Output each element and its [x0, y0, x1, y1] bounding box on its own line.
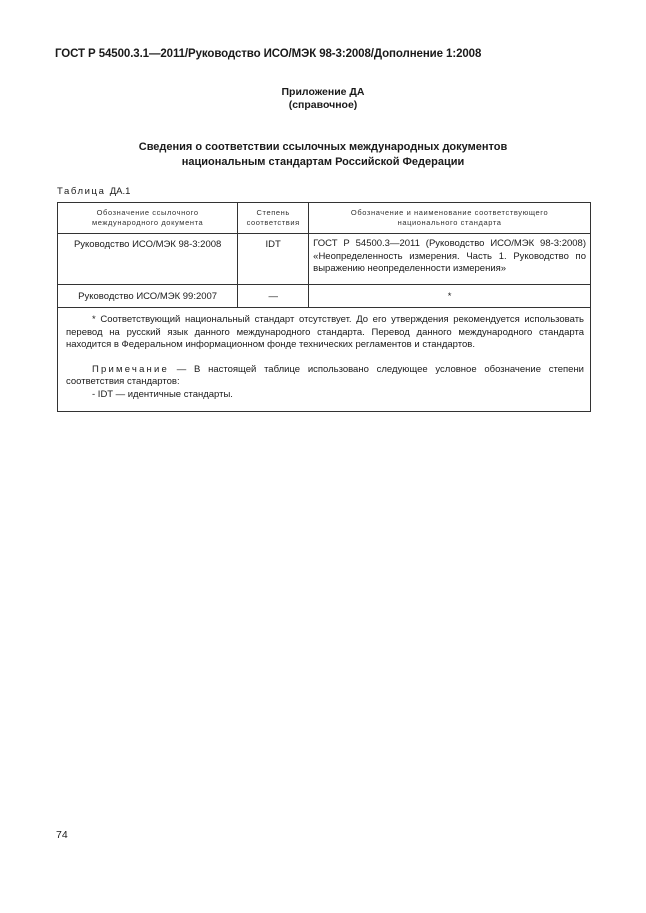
header-cell-line: Обозначение ссылочного	[96, 208, 199, 217]
footnote-text: * Соответствующий национальный стандарт отсутствует. До его утверждения рекомендуется использовать перевод на русский язык данного международного стандарта. Перевод данного международного стандарта находится в Федеральном информационном фонде технических регламентов и стандартов.	[66, 314, 584, 350]
page-number: 74	[56, 829, 68, 841]
note-item: - IDT — идентичные стандарты.	[92, 388, 233, 400]
section-title-line-2: национальным стандартам Российской Федерации	[181, 156, 465, 168]
note-label: Примечание	[92, 363, 169, 375]
table-footnote-row	[58, 308, 591, 412]
header-degree	[238, 203, 309, 234]
appendix-title: Приложение ДА	[281, 86, 365, 98]
section-title-line-1: Сведения о соответствии ссылочных международных документов	[138, 141, 508, 153]
cell-national-standard: ГОСТ Р 54500.3—2011 (Руководство ИСО/МЭК 98-3:2008) «Неопределенность измерения. Часть 1. Руководство по выражению неопределенности измерения»	[309, 234, 591, 285]
appendix-heading	[0, 86, 646, 112]
table-row	[58, 285, 591, 308]
table-label	[57, 186, 130, 197]
table-header-row	[58, 203, 591, 234]
header-international-document	[58, 203, 238, 234]
cell-international-document: Руководство ИСО/МЭК 98-3:2008	[58, 234, 238, 285]
correspondence-table	[57, 202, 591, 412]
table-label-word: Таблица	[57, 186, 106, 197]
appendix-subtitle: (справочное)	[288, 99, 358, 111]
document-header: ГОСТ Р 54500.3.1—2011/Руководство ИСО/МЭК 98-3:2008/Дополнение 1:2008	[55, 48, 482, 60]
header-cell-line: соответствия	[246, 218, 300, 227]
section-title	[0, 140, 646, 170]
cell-degree: —	[238, 285, 309, 308]
note-text: — В настоящей таблице использовано следующее условное обозначение степени соответствия стандартов:	[66, 363, 584, 387]
table-note	[66, 364, 584, 389]
header-cell-line: национального стандарта	[397, 218, 502, 227]
header-cell-line: международного документа	[91, 218, 204, 227]
table-footnote-cell	[58, 308, 591, 412]
header-national-standard	[309, 203, 591, 234]
header-cell-line: Степень	[256, 208, 290, 217]
cell-international-document: Руководство ИСО/МЭК 99:2007	[58, 285, 238, 308]
cell-degree: IDT	[238, 234, 309, 285]
header-cell-line: Обозначение и наименование соответствующего	[350, 208, 549, 217]
cell-national-standard: *	[309, 285, 591, 308]
table-row	[58, 234, 591, 285]
table-label-number: ДА.1	[109, 186, 131, 197]
